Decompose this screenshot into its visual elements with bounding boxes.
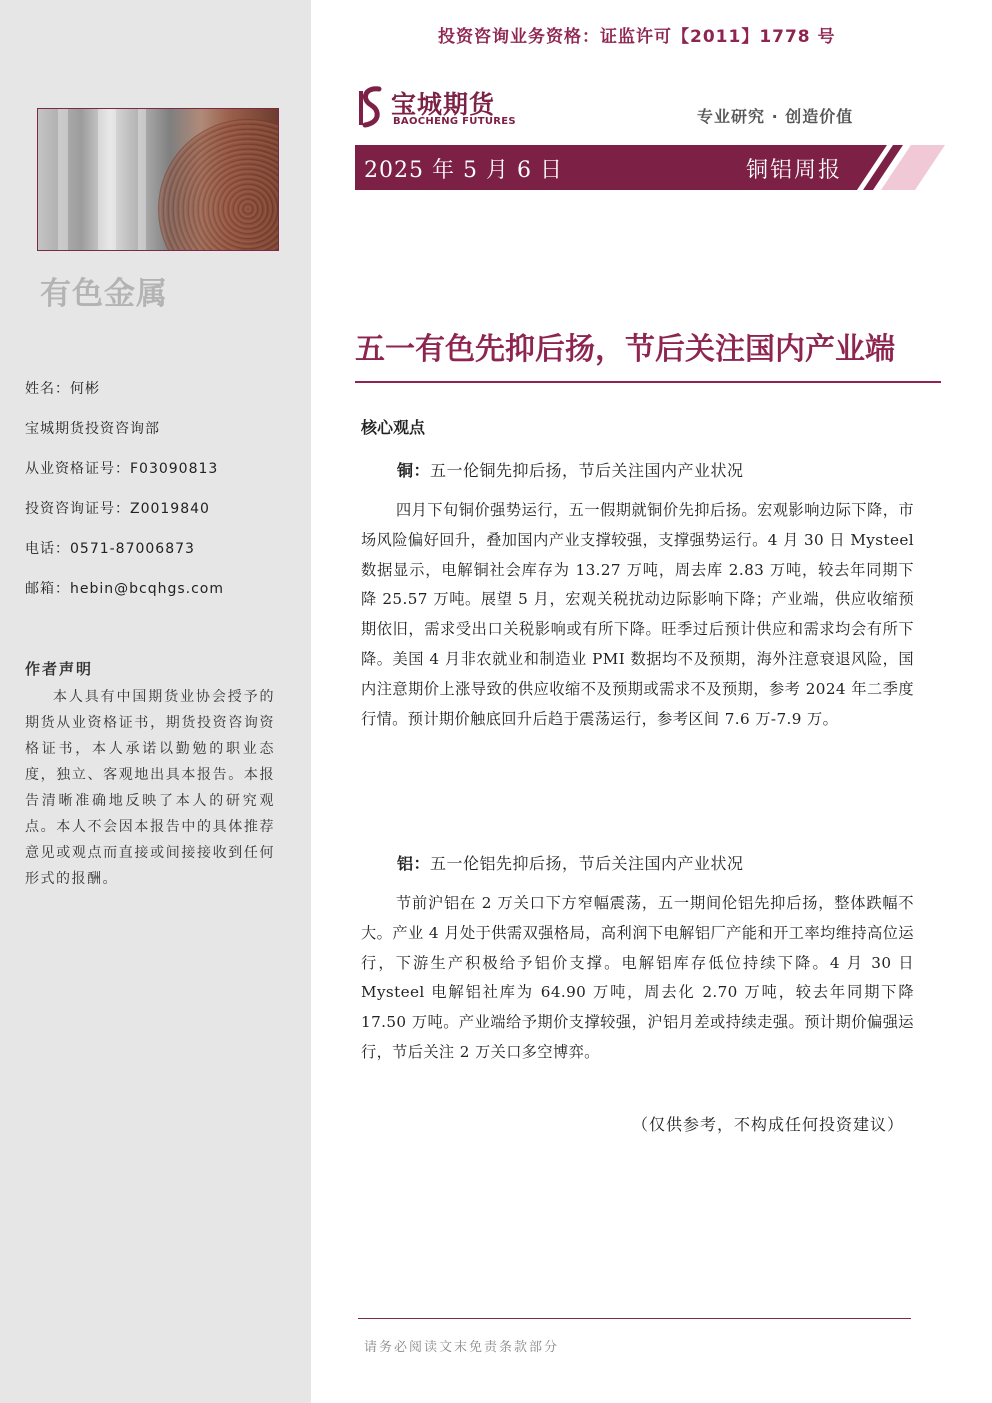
copper-summary: 五一伦铜先抑后扬，节后关注国内产业状况 [430, 461, 744, 480]
author-phone: 电话：0571-87006873 [25, 541, 195, 557]
slogan: 专业研究 · 创造价值 [697, 107, 854, 126]
footer-disclaimer-link[interactable]: 请务必阅读文末免责条款部分 [364, 1340, 560, 1355]
logo-text-en: BAOCHENG FUTURES [393, 116, 516, 127]
logo-mark-icon [355, 85, 389, 129]
sector-label: 有色金属 [40, 276, 168, 312]
aluminum-summary: 五一伦铝先抑后扬，节后关注国内产业状况 [430, 854, 744, 873]
cover-photo [37, 108, 279, 251]
company-logo [355, 85, 525, 131]
license-info: 投资咨询业务资格：证监许可【2011】1778 号 [438, 27, 836, 47]
author-advisory-cert: 投资咨询证号：Z0019840 [25, 501, 210, 517]
section-title: 核心观点 [361, 418, 426, 437]
report-date: 2025 年 5 月 6 日 [364, 158, 563, 183]
date-banner [355, 145, 945, 190]
aluminum-heading [397, 851, 744, 874]
aluminum-paragraph: 节前沪铝在 2 万关口下方窄幅震荡，五一期间伦铝先抑后扬，整体跌幅不大。产业 4 月处于供需双强格局，高利润下电解铝厂产能和开工率均维持高位运行，下游生产积极给予铝价支撑。电解铝库存低位持续下降。4 月 30 日 Mysteel 电解铝社库为 64.90 万吨，周去化 2.70 万吨，较去年同期下降 17.50 万吨。产业端给予期价支撑较强，沪铝月差或持续走强。预计期价偏强运行，节后关注 2 万关口多空博弈。 [361, 894, 914, 1061]
sidebar [0, 0, 311, 1403]
author-name: 姓名：何彬 [25, 381, 100, 397]
copper-heading [397, 458, 744, 481]
declaration-title: 作者声明 [25, 660, 94, 678]
logo-text-cn: 宝城期货 [391, 90, 496, 119]
author-department: 宝城期货投资咨询部 [25, 421, 160, 437]
headline-divider [355, 381, 941, 383]
author-email[interactable]: 邮箱：hebin@bcqhgs.com [25, 581, 225, 597]
copper-paragraph: 四月下旬铜价强势运行，五一假期就铜价先抑后扬。宏观影响边际下降，市场风险偏好回升，叠加国内产业支撑较强，支撑强势运行。4 月 30 日 Mysteel 数据显示，电解铜社会库存为 13.27 万吨，周去库 2.83 万吨，较去年同期下降 25.57 万吨。展望 5 月，宏观关税扰动边际影响下降；产业端，供应收缩预期依旧，需求受出口关税影响或有所下降。旺季过后预计供应和需求均会有所下降。美国 4 月非农就业和制造业 PMI 数据均不及预期，海外注意衰退风险，国内注意期价上涨导致的供应收缩不及预期或需求不及预期，参考 2024 年二季度行情。预计期价触底回升后趋于震荡运行，参考区间 7.6 万-7.9 万。 [361, 501, 914, 728]
disclaimer-note: （仅供参考，不构成任何投资建议） [632, 1115, 905, 1134]
author-qualification: 从业资格证号：F03090813 [25, 461, 219, 477]
aluminum-label: 铝： [397, 854, 431, 873]
declaration-body: 本人具有中国期货业协会授予的期货从业资格证书，期货投资咨询资格证书，本人承诺以勤勉的职业态度，独立、客观地出具本报告。本报告清晰准确地反映了本人的研究观点。本人不会因本报告中的具体推荐意见或观点而直接或间接接收到任何形式的报酬。 [25, 689, 275, 887]
headline: 五一有色先抑后扬，节后关注国内产业端 [355, 332, 895, 367]
report-type: 铜铝周报 [746, 158, 843, 183]
footer-divider [358, 1318, 911, 1319]
copper-label: 铜： [397, 461, 431, 480]
